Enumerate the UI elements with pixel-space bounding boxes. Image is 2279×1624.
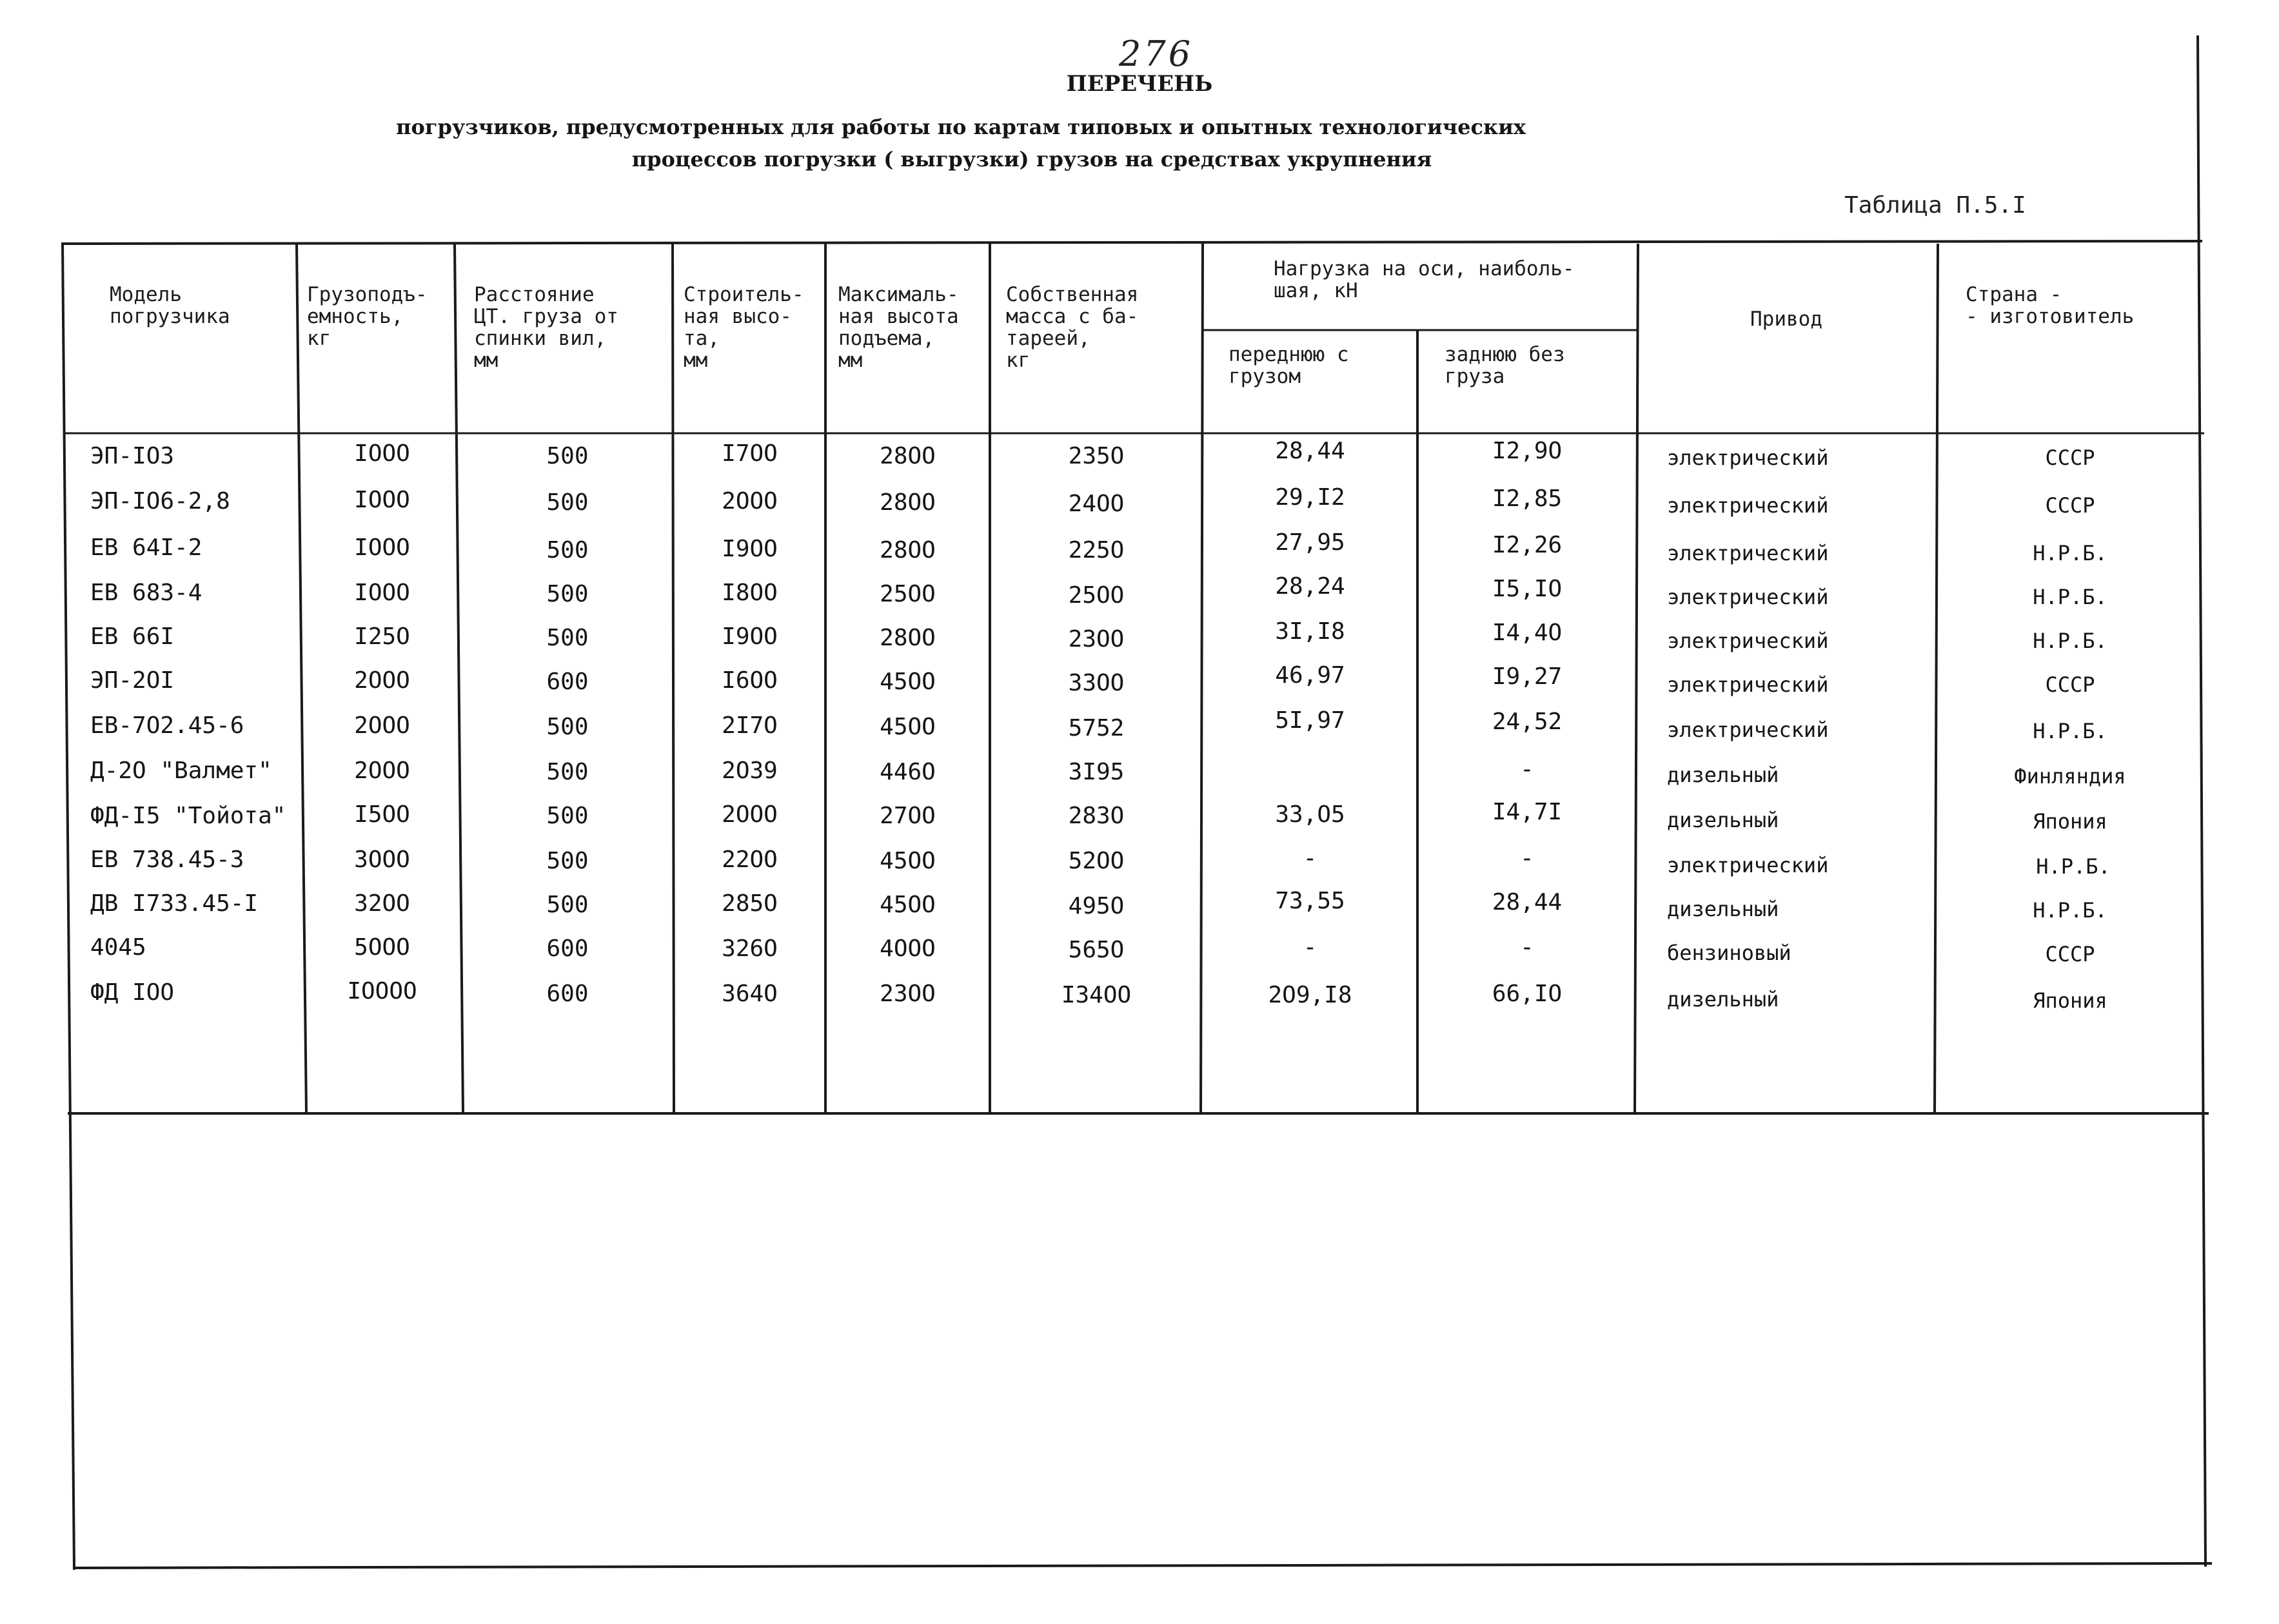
table-row-max-lift: 28OO <box>880 537 936 563</box>
table-row-country: Н.Р.Б. <box>2033 629 2107 653</box>
table-row-drive: дизельный <box>1667 808 1779 832</box>
header-axle-front: переднюю с грузом <box>1228 343 1349 388</box>
table-row-build-height: 22OO <box>722 846 778 873</box>
table-row-distance: 500 <box>546 803 589 829</box>
table-row-build-height: 326O <box>722 935 778 962</box>
header-distance: Расстояние ЦТ. груза от спинки вил, мм <box>474 283 618 372</box>
table-row-distance: 500 <box>546 892 589 918</box>
table-row-build-height: 2I7O <box>722 712 778 739</box>
table-row-country: Япония <box>2033 809 2107 834</box>
table-row-distance: 500 <box>546 443 589 469</box>
table-row-distance: 600 <box>546 981 589 1007</box>
table-row-max-lift: 45OO <box>880 848 936 874</box>
table-row-max-lift: 25OO <box>880 581 936 607</box>
table-row-axle-rear: 28,44 <box>1492 889 1563 915</box>
table-row-axle-rear: I2,9O <box>1492 438 1563 464</box>
table-row-model: 4045 <box>90 934 146 961</box>
table-row-distance: 500 <box>546 714 589 740</box>
table-row-axle-rear: I2,26 <box>1492 532 1563 558</box>
table-row-axle-front: 3I,I8 <box>1275 618 1345 645</box>
table-row-own-mass: 283O <box>1068 803 1125 829</box>
table-row-build-height: I9OO <box>722 536 778 562</box>
table-row-distance: 500 <box>546 489 589 516</box>
table-row-model: ЕВ 64I-2 <box>90 534 202 561</box>
table-row-drive: электрический <box>1667 585 1829 609</box>
table-row-axle-rear: I4,4O <box>1492 620 1563 646</box>
header-capacity: Грузоподъ- емность, кг <box>307 283 428 350</box>
table-row-build-height: I7OO <box>722 440 778 467</box>
table-row-country: СССР <box>2045 672 2095 697</box>
table-row-axle-front: 46,97 <box>1275 662 1345 689</box>
table-row-axle-rear: - <box>1520 756 1534 783</box>
document-subtitle-line1: погрузчиков, предусмотренных для работы по картам типовых и опытных технологических <box>396 115 1526 139</box>
table-row-model: ЕВ 683-4 <box>90 580 202 606</box>
table-row-capacity: 2OOO <box>354 712 410 739</box>
table-row-build-height: 2OOO <box>722 801 778 828</box>
table-row-drive: электрический <box>1667 672 1829 697</box>
table-row-build-height: I6OO <box>722 667 778 694</box>
table-row-axle-front: 73,55 <box>1275 888 1345 914</box>
table-row-model: ФД IOO <box>90 979 175 1006</box>
table-row-own-mass: 5752 <box>1068 715 1125 741</box>
table-row-capacity: 32OO <box>354 890 410 917</box>
table-row-capacity: I25O <box>354 623 410 650</box>
table-row-axle-front: 29,I2 <box>1275 484 1345 511</box>
header-max-lift: Максималь- ная высота подъема, мм <box>838 283 959 372</box>
table-row-max-lift: 45OO <box>880 892 936 918</box>
table-row-model: ДВ I733.45-I <box>90 890 259 917</box>
table-row-drive: дизельный <box>1667 987 1779 1012</box>
header-axle-rear: заднюю без груза <box>1445 343 1565 388</box>
table-row-capacity: IOOO <box>354 487 410 513</box>
table-row-axle-front: 2O9,I8 <box>1268 982 1352 1008</box>
table-row-model: ФД-I5 "Тойота" <box>90 803 286 829</box>
table-row-axle-rear: 66,IO <box>1492 981 1563 1007</box>
table-row-drive: электрический <box>1667 629 1829 653</box>
table-row-own-mass: 24OO <box>1068 491 1125 517</box>
table-row-distance: 500 <box>546 581 589 607</box>
header-axle-load: Нагрузка на оси, наиболь- шая, кН <box>1274 257 1575 302</box>
table-row-axle-rear: I4,7I <box>1492 799 1563 825</box>
table-row-country: Япония <box>2033 988 2107 1013</box>
table-row-own-mass: 495O <box>1068 893 1125 919</box>
table-row-axle-front: 27,95 <box>1275 529 1345 556</box>
header-own-mass: Собственная масса с ба- тареей, кг <box>1006 283 1139 372</box>
table-row-build-height: 2OOO <box>722 488 778 514</box>
table-row-own-mass: 225O <box>1068 537 1125 563</box>
table-row-max-lift: 446O <box>880 759 936 785</box>
table-row-axle-front: - <box>1303 934 1317 961</box>
document-title: ПЕРЕЧЕНЬ <box>1066 71 1213 97</box>
table-row-axle-rear: - <box>1520 845 1534 872</box>
table-row-max-lift: 27OO <box>880 803 936 829</box>
table-row-capacity: I5OO <box>354 801 410 828</box>
table-row-build-height: 285O <box>722 890 778 917</box>
table-row-country: СССР <box>2045 493 2095 518</box>
table-row-distance: 500 <box>546 759 589 785</box>
table-row-drive: электрический <box>1667 541 1829 565</box>
table-row-country: Н.Р.Б. <box>2036 854 2111 879</box>
table-row-drive: электрический <box>1667 718 1829 742</box>
table-row-axle-rear: I5,IO <box>1492 576 1563 602</box>
table-row-axle-front: 33,O5 <box>1275 801 1345 828</box>
table-row-axle-front: 28,44 <box>1275 438 1345 464</box>
table-row-capacity: 2OOO <box>354 758 410 784</box>
table-row-max-lift: 4OOO <box>880 935 936 962</box>
table-row-max-lift: 45OO <box>880 669 936 695</box>
table-row-axle-front: 5I,97 <box>1275 707 1345 734</box>
table-label: Таблица П.5.I <box>1844 192 2026 219</box>
table-row-distance: 600 <box>546 669 589 695</box>
table-row-own-mass: 3I95 <box>1068 759 1125 785</box>
table-row-axle-rear: I9,27 <box>1492 663 1563 690</box>
table-row-model: ЕВ 738.45-3 <box>90 846 244 873</box>
table-row-axle-rear: 24,52 <box>1492 709 1563 735</box>
table-row-country: СССР <box>2045 445 2095 470</box>
table-row-axle-rear: I2,85 <box>1492 485 1563 512</box>
table-row-capacity: 3OOO <box>354 846 410 873</box>
header-country: Страна - - изготовитель <box>1966 283 2135 328</box>
table-row-own-mass: 23OO <box>1068 626 1125 652</box>
table-row-country: Н.Р.Б. <box>2033 541 2107 565</box>
table-row-distance: 500 <box>546 537 589 563</box>
header-model: Модель погрузчика <box>110 283 230 328</box>
table-row-capacity: IOOO <box>354 580 410 606</box>
header-build-height: Строитель- ная высо- та, мм <box>684 283 804 372</box>
table-row-model: ЭП-IO6-2,8 <box>90 488 230 514</box>
table-row-country: Н.Р.Б. <box>2033 719 2107 743</box>
table-row-build-height: 2O39 <box>722 758 778 784</box>
table-row-max-lift: 28OO <box>880 489 936 516</box>
table-row-own-mass: 25OO <box>1068 582 1125 609</box>
table-row-max-lift: 45OO <box>880 714 936 740</box>
table-row-model: ЭП-IO3 <box>90 443 175 469</box>
table-row-model: ЭП-2OI <box>90 667 175 694</box>
table-row-build-height: I9OO <box>722 623 778 650</box>
table-row-max-lift: 28OO <box>880 625 936 651</box>
table-row-drive: электрический <box>1667 853 1829 877</box>
table-row-own-mass: I34OO <box>1061 982 1132 1008</box>
table-row-capacity: IOOO <box>354 534 410 561</box>
table-row-axle-rear: - <box>1520 934 1534 961</box>
table-row-own-mass: 52OO <box>1068 848 1125 874</box>
table-row-own-mass: 565O <box>1068 937 1125 963</box>
table-row-capacity: 5OOO <box>354 934 410 961</box>
table-row-model: ЕВ 66I <box>90 623 175 650</box>
table-row-own-mass: 33OO <box>1068 670 1125 696</box>
table-row-capacity: IOOOO <box>347 978 417 1004</box>
header-drive: Привод <box>1750 308 1822 331</box>
table-row-country: СССР <box>2045 942 2095 966</box>
table-row-axle-front: 28,24 <box>1275 573 1345 600</box>
table-row-drive: дизельный <box>1667 897 1779 921</box>
table-row-drive: бензиновый <box>1667 941 1791 965</box>
table-row-country: Н.Р.Б. <box>2033 585 2107 609</box>
table-row-distance: 500 <box>546 848 589 874</box>
table-row-capacity: 2OOO <box>354 667 410 694</box>
table-row-model: Д-2О "Валмет" <box>90 758 272 784</box>
table-row-max-lift: 23OO <box>880 981 936 1007</box>
table-row-own-mass: 235O <box>1068 443 1125 469</box>
table-row-drive: дизельный <box>1667 763 1779 787</box>
table-row-distance: 600 <box>546 935 589 962</box>
table-row-max-lift: 28OO <box>880 443 936 469</box>
table-row-drive: электрический <box>1667 493 1829 518</box>
table-row-drive: электрический <box>1667 445 1829 470</box>
table-row-country: Н.Р.Б. <box>2033 898 2107 923</box>
table-row-axle-front: - <box>1303 845 1317 872</box>
table-row-country: Финляндия <box>2014 764 2126 788</box>
document-subtitle-line2: процессов погрузки ( выгрузки) грузов на средствах укрупнения <box>631 147 1432 171</box>
table-row-build-height: I8OO <box>722 580 778 606</box>
page-number: 276 <box>1119 34 1194 74</box>
table-row-distance: 500 <box>546 625 589 651</box>
table-row-capacity: IOOO <box>354 440 410 467</box>
table-row-model: ЕВ-7О2.45-6 <box>90 712 244 739</box>
table-row-build-height: 364O <box>722 981 778 1007</box>
